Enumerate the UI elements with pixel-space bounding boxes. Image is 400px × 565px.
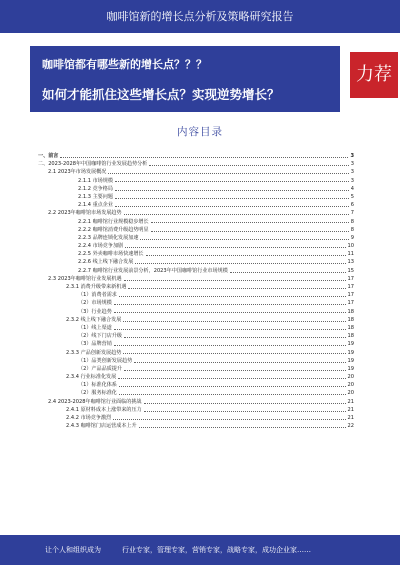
toc-entry-page: 3 bbox=[350, 177, 354, 184]
toc-entry[interactable] bbox=[38, 299, 354, 307]
toc-entry-page: 9 bbox=[350, 234, 354, 241]
toc-entry[interactable] bbox=[38, 308, 354, 316]
toc-entry-title: 2.3.1 消费升级带来新机遇 bbox=[66, 284, 127, 290]
toc-entry-title: 2.1 2023年市场发展概况 bbox=[48, 169, 107, 176]
toc-entry[interactable] bbox=[38, 283, 354, 291]
toc-entry[interactable] bbox=[38, 357, 354, 365]
toc-entry-title: 2.4.3 咖啡馆门店运营成本上升 bbox=[66, 423, 137, 430]
toc-entry-title: 2.4.1 原材料成本上涨带来的压力 bbox=[66, 406, 142, 413]
toc-entry[interactable] bbox=[38, 340, 354, 348]
toc-entry[interactable] bbox=[38, 332, 354, 340]
toc-entry-title: 2.3.4 行业标准化发展 bbox=[66, 374, 117, 381]
toc-entry-title: （2）产品品质提升 bbox=[78, 365, 122, 372]
toc-leader-dots bbox=[123, 316, 345, 322]
toc-leader-dots bbox=[144, 406, 346, 412]
toc-entry-title: 2.3 2023年咖啡馆行业发展机遇 bbox=[48, 275, 122, 282]
toc-entry[interactable] bbox=[38, 349, 354, 357]
toc-leader-dots bbox=[139, 422, 346, 428]
toc-leader-dots bbox=[151, 226, 349, 232]
toc-leader-dots bbox=[118, 373, 345, 379]
toc-entry-page: 20 bbox=[347, 374, 354, 381]
toc-entry[interactable] bbox=[38, 209, 354, 217]
toc-leader-dots bbox=[108, 168, 348, 174]
toc-leader-dots bbox=[146, 250, 346, 256]
toc-entry[interactable] bbox=[38, 422, 354, 430]
toc-entry-page: 4 bbox=[350, 185, 354, 192]
recommend-badge bbox=[350, 52, 398, 98]
toc-entry-title: 2.2.7 咖啡馆行业发展前景分析，2023年中国咖啡馆行业市场规模 bbox=[78, 267, 228, 274]
toc-entry-page: 17 bbox=[347, 284, 354, 290]
toc-entry-title: 2.4.2 市场竞争激烈 bbox=[66, 415, 112, 421]
toc-entry-page: 13 bbox=[347, 259, 354, 266]
toc-heading: 内容目录 bbox=[177, 126, 223, 138]
toc-leader-dots bbox=[140, 234, 348, 240]
toc-entry[interactable] bbox=[38, 201, 354, 209]
footer-slogan: 让个人和组织成为 bbox=[45, 546, 101, 554]
toc-leader-dots bbox=[125, 242, 345, 248]
toc-entry-page: 15 bbox=[347, 267, 354, 274]
toc-entry-title: 2.2.2 咖啡馆消费升级趋势明显 bbox=[78, 226, 149, 233]
toc-entry-page: 8 bbox=[350, 226, 354, 233]
toc-entry[interactable] bbox=[38, 160, 354, 168]
toc-leader-dots bbox=[114, 340, 346, 346]
toc-entry-page: 17 bbox=[347, 275, 354, 282]
toc-entry-title: （3）品牌营销 bbox=[78, 341, 112, 348]
toc-entry-page: 18 bbox=[347, 316, 354, 323]
toc-leader-dots bbox=[124, 209, 349, 215]
toc-entry[interactable] bbox=[38, 291, 354, 299]
toc-entry-page: 17 bbox=[347, 292, 354, 299]
toc-entry-title: 2.1.3 主要问题 bbox=[78, 193, 113, 200]
toc-entry[interactable] bbox=[38, 193, 354, 201]
toc-leader-dots bbox=[60, 152, 348, 158]
toc-entry-page: 19 bbox=[347, 349, 354, 356]
toc-entry-page: 20 bbox=[347, 390, 354, 397]
toc-entry-page: 19 bbox=[347, 341, 354, 348]
toc-entry[interactable] bbox=[38, 250, 354, 258]
toc-entry-title: 2.3.3 产品创新发展趋势 bbox=[66, 349, 122, 356]
toc-entry-title: （1）线上渠道 bbox=[78, 324, 112, 331]
toc-entry-page: 10 bbox=[347, 243, 354, 250]
toc-entry-page: 6 bbox=[350, 202, 354, 209]
toc-entry[interactable] bbox=[38, 365, 354, 373]
toc-entry-page: 19 bbox=[347, 357, 354, 364]
toc-entry-page: 3 bbox=[350, 153, 354, 159]
toc-entry[interactable] bbox=[38, 275, 354, 283]
toc-entry-page: 18 bbox=[347, 324, 354, 331]
toc-entry[interactable] bbox=[38, 242, 354, 250]
toc-leader-dots bbox=[124, 332, 346, 338]
toc-entry-page: 20 bbox=[347, 382, 354, 389]
toc-leader-dots bbox=[114, 324, 346, 330]
toc-entry[interactable] bbox=[38, 373, 354, 381]
toc-entry-title: （2）市场规模 bbox=[78, 300, 112, 307]
toc-leader-dots bbox=[149, 160, 348, 166]
toc-entry[interactable] bbox=[38, 324, 354, 332]
toc-entry-title: 2.2.4 市场竞争加剧 bbox=[78, 243, 124, 250]
toc-entry-title: （1）标准化体系 bbox=[78, 382, 117, 389]
toc-entry[interactable] bbox=[38, 226, 354, 234]
toc-entry-title: 2.2.5 外卖咖啡市场快速增长 bbox=[78, 251, 144, 258]
toc-leader-dots bbox=[115, 201, 349, 207]
toc-entry-title: 2.4 2023-2028年咖啡馆行业面临的挑战 bbox=[48, 398, 142, 405]
toc-leader-dots bbox=[114, 308, 346, 314]
toc-entry[interactable] bbox=[38, 177, 354, 185]
toc-leader-dots bbox=[134, 357, 345, 363]
toc-entry[interactable] bbox=[38, 414, 354, 422]
toc-entry-page: 19 bbox=[347, 365, 354, 372]
toc-entry-page: 18 bbox=[347, 308, 354, 315]
banner-question-2: 如何才能抓住这些增长点？实现逆势增长？ bbox=[42, 87, 280, 102]
toc-entry-title: 2.2 2023年咖啡馆市场发展趋势 bbox=[48, 210, 122, 217]
toc-entry-title: 二、2023-2028年中国咖啡馆行业发展趋势分析 bbox=[38, 161, 148, 168]
toc-leader-dots bbox=[119, 381, 346, 387]
toc-entry[interactable] bbox=[38, 218, 354, 226]
toc-leader-dots bbox=[230, 267, 346, 273]
toc-entry-page: 22 bbox=[347, 423, 354, 430]
banner-question-1: 咖啡馆都有哪些新的增长点？？？ bbox=[42, 58, 207, 71]
toc-entry-page: 17 bbox=[347, 300, 354, 307]
toc-leader-dots bbox=[124, 365, 346, 371]
toc-entry-title: 2.1.4 重点企业 bbox=[78, 202, 113, 209]
toc-entry[interactable] bbox=[38, 406, 354, 414]
question-banner bbox=[30, 46, 340, 112]
toc-entry[interactable] bbox=[38, 316, 354, 324]
toc-entry-page: 3 bbox=[350, 161, 354, 168]
toc-entry-title: （3）行业趋势 bbox=[78, 308, 112, 315]
toc-entry-title: （2）服务标准化 bbox=[78, 390, 117, 397]
report-title-bar bbox=[0, 0, 400, 33]
toc-entry[interactable] bbox=[38, 234, 354, 242]
footer-bar bbox=[0, 535, 400, 565]
toc-entry-title: 一、前言 bbox=[38, 153, 59, 159]
toc-entry[interactable] bbox=[38, 152, 354, 160]
toc-entry-title: 2.2.6 线上线下融合发展 bbox=[78, 259, 134, 266]
table-of-contents bbox=[38, 152, 354, 430]
toc-entry-page: 5 bbox=[350, 193, 354, 200]
recommend-badge-label: 力荐 bbox=[356, 64, 392, 85]
toc-leader-dots bbox=[119, 389, 346, 395]
toc-entry-title: （2）线下门店升级 bbox=[78, 333, 122, 340]
toc-entry[interactable] bbox=[38, 389, 354, 397]
toc-leader-dots bbox=[115, 177, 349, 183]
toc-entry[interactable] bbox=[38, 398, 354, 406]
toc-entry-page: 7 bbox=[350, 210, 354, 217]
toc-entry[interactable] bbox=[38, 381, 354, 389]
toc-entry-title: （1）消费者需求 bbox=[78, 292, 117, 299]
toc-entry-title: 2.2.3 品牌连锁化发展加速 bbox=[78, 234, 139, 241]
toc-entry-page: 21 bbox=[347, 406, 354, 413]
toc-leader-dots bbox=[135, 258, 345, 264]
toc-entry-title: 2.2.1 咖啡馆行业规模稳步增长 bbox=[78, 218, 149, 225]
toc-leader-dots bbox=[114, 299, 346, 305]
toc-entry-title: 2.1.2 竞争格局 bbox=[78, 185, 113, 192]
toc-leader-dots bbox=[128, 283, 345, 289]
toc-leader-dots bbox=[115, 185, 349, 191]
toc-entry[interactable] bbox=[38, 258, 354, 266]
toc-entry[interactable] bbox=[38, 185, 354, 193]
toc-entry-title: （1）品类创新发展趋势 bbox=[78, 357, 133, 364]
toc-entry-page: 8 bbox=[350, 218, 354, 225]
toc-entry-title: 2.3.2 线上线下融合发展 bbox=[66, 316, 122, 323]
toc-entry-page: 3 bbox=[350, 169, 354, 176]
toc-leader-dots bbox=[113, 414, 345, 420]
toc-leader-dots bbox=[115, 193, 349, 199]
toc-entry[interactable] bbox=[38, 267, 354, 275]
toc-leader-dots bbox=[119, 291, 346, 297]
toc-entry-page: 21 bbox=[347, 398, 354, 405]
toc-entry-page: 11 bbox=[347, 251, 354, 258]
toc-entry[interactable] bbox=[38, 168, 354, 176]
report-title: 咖啡馆新的增长点分析及策略研究报告 bbox=[106, 10, 294, 23]
toc-entry-title: 2.1.1 市场规模 bbox=[78, 177, 113, 184]
toc-leader-dots bbox=[124, 275, 346, 281]
toc-entry-page: 18 bbox=[347, 333, 354, 340]
footer-roles: 行业专家，管理专家，营销专家，战略专家，成功企业家…… bbox=[122, 546, 311, 554]
toc-leader-dots bbox=[123, 349, 345, 355]
toc-entry-page: 21 bbox=[347, 415, 354, 421]
toc-leader-dots bbox=[144, 398, 346, 404]
toc-leader-dots bbox=[151, 218, 349, 224]
